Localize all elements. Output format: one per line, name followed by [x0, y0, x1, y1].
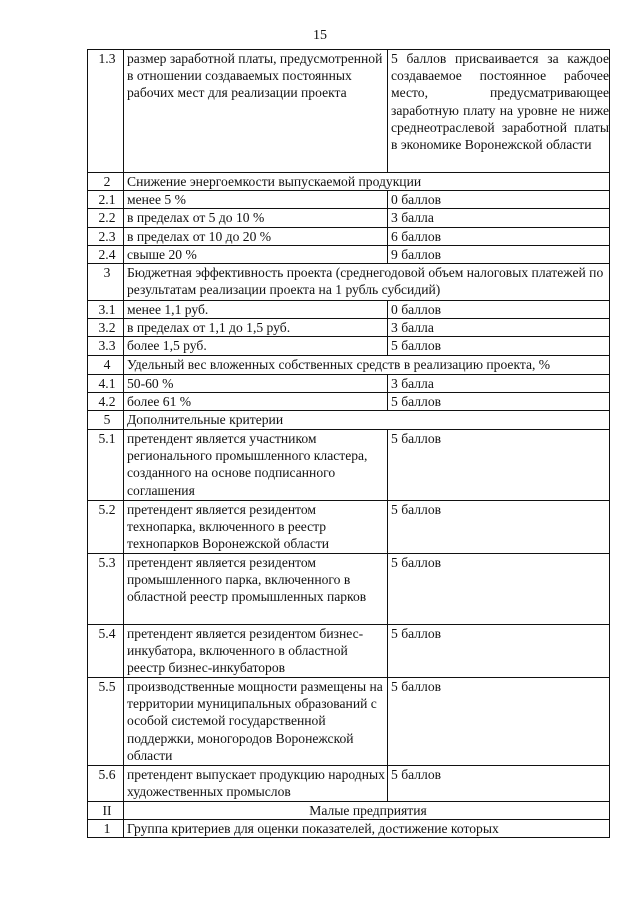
row-number: 5.5	[88, 678, 124, 766]
table-row	[88, 554, 610, 625]
table-row	[88, 209, 610, 227]
table-row	[88, 625, 610, 678]
table-row	[88, 501, 610, 554]
row-number: 3.3	[88, 337, 124, 355]
table-row	[88, 319, 610, 337]
score-cell: 5 баллов	[388, 430, 610, 501]
score-cell: 0 баллов	[388, 191, 610, 209]
score-cell: 5 баллов	[388, 625, 610, 678]
criterion-cell: в пределах от 1,1 до 1,5 руб.	[124, 319, 388, 337]
row-number: 2.3	[88, 227, 124, 245]
score-cell: 5 баллов	[388, 678, 610, 766]
row-number: 5.6	[88, 766, 124, 802]
criterion-cell: свыше 20 %	[124, 245, 388, 263]
row-number: 1.3	[88, 50, 124, 173]
score-cell: 6 баллов	[388, 227, 610, 245]
criterion-cell: претендент является резидентом технопарка, включенного в реестр технопарков Воронежской области	[124, 501, 388, 554]
score-cell: 3 балла	[388, 209, 610, 227]
score-cell: 5 баллов	[388, 337, 610, 355]
section-row	[88, 820, 610, 838]
criterion-cell: менее 5 %	[124, 191, 388, 209]
row-number: 4.2	[88, 392, 124, 410]
criterion-cell: в пределах от 10 до 20 %	[124, 227, 388, 245]
section-title: Дополнительные критерии	[124, 411, 610, 430]
table-row	[88, 301, 610, 319]
section-title: Бюджетная эффективность проекта (среднегодовой объем налоговых платежей по результатам реализации проекта на 1 рубль субсидий)	[124, 264, 610, 301]
criterion-cell: 50-60 %	[124, 374, 388, 392]
section-title: Снижение энергоемкости выпускаемой продукции	[124, 173, 610, 191]
row-number: 3.2	[88, 319, 124, 337]
table-row	[88, 430, 610, 501]
criterion-cell: менее 1,1 руб.	[124, 301, 388, 319]
table-row	[88, 245, 610, 263]
table-row	[88, 678, 610, 766]
criterion-cell: в пределах от 5 до 10 %	[124, 209, 388, 227]
row-number: 1	[88, 820, 124, 838]
row-number: 4.1	[88, 374, 124, 392]
score-cell: 3 балла	[388, 374, 610, 392]
row-number: 2.1	[88, 191, 124, 209]
criterion-cell: претендент является участником регионального промышленного кластера, созданного на основе подписанного соглашения	[124, 430, 388, 501]
score-cell: 5 баллов	[388, 392, 610, 410]
section-row	[88, 355, 610, 374]
table-row	[88, 766, 610, 802]
row-number: 2.4	[88, 245, 124, 263]
row-number: 5.2	[88, 501, 124, 554]
row-number: 3	[88, 264, 124, 301]
score-cell: 9 баллов	[388, 245, 610, 263]
score-cell: 5 баллов присваивается за каждое создаваемое постоянное рабочее место, предусматривающее заработную плату на уровне не ниже среднеотраслевой заработной платы в экономике Воронежской области	[388, 50, 610, 173]
row-number: 5.3	[88, 554, 124, 625]
section-title: Удельный вес вложенных собственных средств в реализацию проекта, %	[124, 355, 610, 374]
section-row	[88, 173, 610, 191]
criterion-cell: производственные мощности размещены на территории муниципальных образований с особой системой государственной поддержки, моногородов Воронежской области	[124, 678, 388, 766]
table-row	[88, 392, 610, 410]
criterion-cell: размер заработной платы, предусмотренной в отношении создаваемых постоянных рабочих мест для реализации проекта	[124, 50, 388, 173]
section-row	[88, 411, 610, 430]
criterion-cell: более 1,5 руб.	[124, 337, 388, 355]
row-number: 3.1	[88, 301, 124, 319]
criterion-cell: претендент выпускает продукцию народных художественных промыслов	[124, 766, 388, 802]
row-number: 5	[88, 411, 124, 430]
criterion-cell: более 61 %	[124, 392, 388, 410]
table-row	[88, 191, 610, 209]
section-title: Малые предприятия	[124, 802, 610, 820]
score-cell: 5 баллов	[388, 554, 610, 625]
row-number: 5.4	[88, 625, 124, 678]
row-number: II	[88, 802, 124, 820]
page-number: 15	[313, 28, 327, 43]
row-number: 2.2	[88, 209, 124, 227]
score-cell: 5 баллов	[388, 501, 610, 554]
table-row	[88, 50, 610, 173]
score-cell: 0 баллов	[388, 301, 610, 319]
section-row	[88, 802, 610, 820]
criterion-cell: претендент является резидентом бизнес-инкубатора, включенного в областной реестр бизнес-инкубаторов	[124, 625, 388, 678]
criterion-cell: претендент является резидентом промышленного парка, включенного в областной реестр промышленных парков	[124, 554, 388, 625]
row-number: 4	[88, 355, 124, 374]
table-row	[88, 227, 610, 245]
row-number: 5.1	[88, 430, 124, 501]
score-cell: 5 баллов	[388, 766, 610, 802]
table-row	[88, 374, 610, 392]
table-row	[88, 337, 610, 355]
criteria-table	[87, 49, 610, 838]
score-cell: 3 балла	[388, 319, 610, 337]
section-title: Группа критериев для оценки показателей, достижение которых	[124, 820, 610, 838]
section-row	[88, 264, 610, 301]
row-number: 2	[88, 173, 124, 191]
